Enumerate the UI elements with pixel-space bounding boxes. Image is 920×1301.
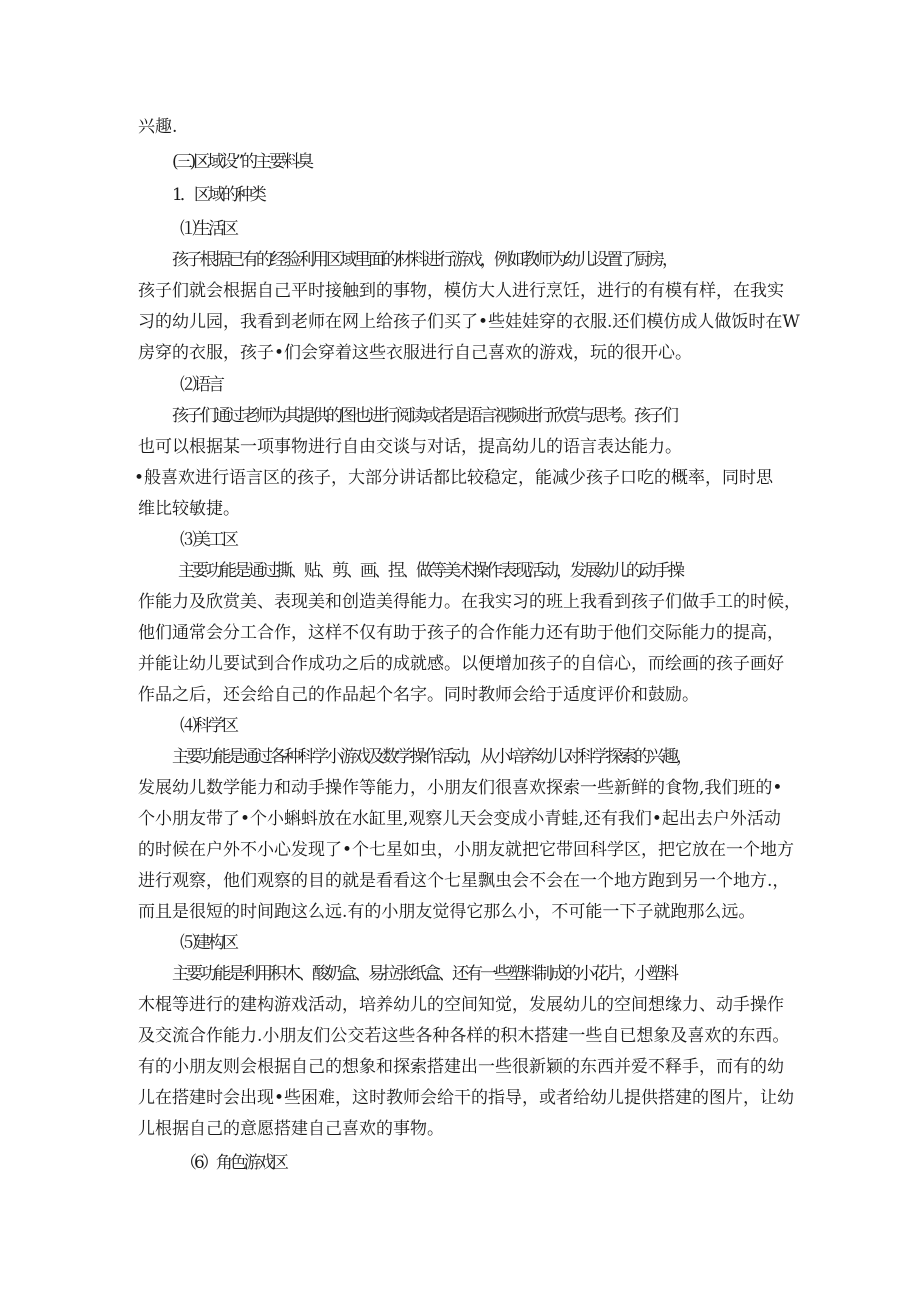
paragraph-line: 并能让幼儿要试到合作成功之后的成就感。以便增加孩子的自信心，而绘画的孩子画好 — [138, 654, 784, 674]
paragraph-line: •般喜欢进行语言区的孩子，大部分讲话都比较稳定，能减少孩子口吃的概率，同时思 — [134, 468, 774, 488]
paragraph-line: 他们通常会分工合作，这样不仅有助于孩子的合作能力还有助于他们交际能力的提高， — [138, 623, 784, 643]
paragraph-line: 的时候在户外不小心发现了•个七星如虫，小朋友就把它带回科学区，把它放在一个地方 — [138, 840, 795, 860]
subsection-heading: 1．区域的种类 — [172, 185, 264, 205]
paragraph-line: 主要功能是利用积木、酸奶盒、易拉张纸盒、还有一些塑料制成的小花片，小塑料 — [172, 964, 676, 984]
paragraph-line: 主要功能是通过各种科学小游戏及数学操作活动，从小培养幼儿对科学探索的兴趣， — [172, 747, 690, 767]
item-heading: ⑷科学区 — [180, 716, 236, 736]
text-line: 兴趣. — [138, 117, 178, 137]
paragraph-line: 习的幼儿园，我看到老师在网上给孩子们买了•些娃娃穿的衣服.还们模仿成人做饭时在W — [138, 312, 800, 332]
paragraph-line: 作品之后，还会给自己的作品起个名字。同时教师会给于适度评价和鼓励。 — [138, 685, 699, 705]
paragraph-line: 有的小朋友则会根据自己的想象和探索搭建出一些很新颖的东西并爱不释手，而有的幼 — [138, 1057, 784, 1077]
paragraph-line: 而且是很短的时间跑这么远.有的小朋友觉得它那么小，不可能一下子就跑那么远。 — [138, 902, 756, 922]
paragraph-line: 孩子们通过老师为其提供的图也进行阅读或者是语言视频进行欣赏与思考。孩子们 — [172, 406, 676, 426]
paragraph-line: 及交流合作能力.小朋友们公交若这些各种各样的积木搭建一些自已想象及喜欢的东西。 — [138, 1026, 790, 1046]
item-heading: （6）角色游戏区 — [180, 1153, 286, 1173]
paragraph-line: 儿根据自己的意愿搭建自己喜欢的事物。 — [138, 1119, 444, 1139]
paragraph-line: 也可以根据某一项事物进行自由交谈与对话，提高幼儿的语言表达能力。 — [138, 437, 682, 457]
paragraph-line: 主要功能是通过撕、贴、剪、画、捏、做等美术操作表现活动，发展幼儿的动手操 — [178, 561, 682, 581]
section-heading: (三)区域设”的主要料臭 — [172, 152, 311, 172]
paragraph-line: 个小朋友带了•个小蝌蚪放在水缸里,观察儿天会变成小青蛙,还有我们•起出去户外活动 — [138, 809, 781, 829]
paragraph-line: 进行观察，他们观察的目的就是看看这个七星飘虫会不会在一个地方跑到另一个地方.， — [138, 871, 790, 891]
paragraph-line: 房穿的衣服，孩子•们会穿着这些衣服进行自己喜欢的游戏，玩的很开心。 — [138, 343, 693, 363]
paragraph-line: 发展幼儿数学能力和动手操作等能力，小朋友们很喜欢探索一些新鲜的食物,我们班的• — [138, 778, 783, 798]
item-heading: ⑶美工区 — [180, 530, 236, 550]
item-heading: ⑴生活区 — [180, 219, 236, 239]
paragraph-line: 儿在搭建时会出现•些困难，这时教师会给干的指导，或者给幼儿提供搭建的图片，让幼 — [138, 1088, 795, 1108]
paragraph-line: 孩子们就会根据自己平时接触到的事物，模仿大人进行烹饪，进行的有模有样，在我实 — [138, 281, 784, 301]
paragraph-line: 木棍等进行的建构游戏活动，培养幼儿的空间知觉，发展幼儿的空间想缘力、动手操作 — [138, 995, 784, 1015]
paragraph-line: 孩子根据已有的经验利用区域里面的材料进行游戏，例如教师为幼儿设置了厨房， — [172, 250, 676, 270]
paragraph-line: 维比较敏捷。 — [138, 499, 240, 519]
item-heading: ⑵语言 — [180, 375, 222, 395]
item-heading: ⑸建构区 — [180, 933, 236, 953]
paragraph-line: 作能力及欣赏美、表现美和创造美得能力。在我实习的班上我看到孩子们做手工的时候， — [138, 592, 801, 612]
